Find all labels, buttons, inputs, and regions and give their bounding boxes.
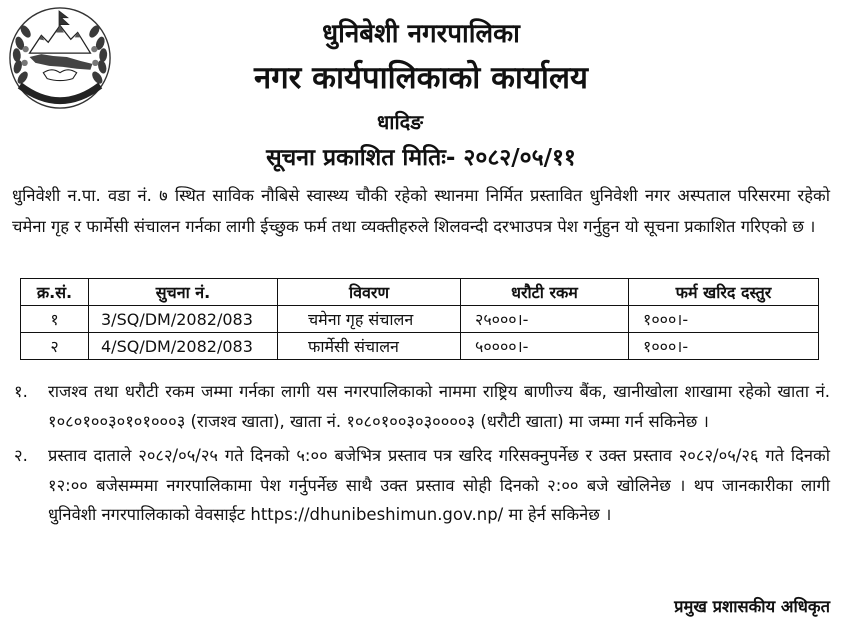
cell-form-fee: १०००।-	[629, 306, 819, 333]
cell-notice-no: 4/SQ/DM/2082/083	[89, 333, 278, 360]
notice-date-label: सूचना प्रकाशित मितिः-	[266, 145, 456, 171]
notice-date-value: २०८२/०५/११	[463, 145, 576, 171]
col-header-description: विवरण	[278, 279, 461, 306]
col-header-notice-no: सुचना नं.	[89, 279, 278, 306]
notice-date-line	[0, 140, 842, 172]
clause-list	[14, 377, 830, 535]
cell-deposit: ५००००।-	[461, 333, 629, 360]
cell-notice-no: 3/SQ/DM/2082/083	[89, 306, 278, 333]
clause-text: प्रस्ताव दाताले २०८२/०५/२५ गते दिनको ५:०० बजेभित्र प्रस्ताव पत्र खरिद गरिसक्नुपर्नेछ र उक्त प्रस्ताव २०८२/०५/२६ गते दिनको १२:०० बजेसम्ममा नगरपालिकामा पेश गर्नुपर्नेछ साथै उक्त प्रस्ताव सोही दिनको २:०० बजे खोलिनेछ । थप जानकारीका लागी धुनिवेशी नगरपालिकाको वेवसाईट https://dhunibeshimun.gov.np/ मा हेर्न सकिनेछ ।	[48, 446, 830, 524]
clause-number: १.	[14, 382, 28, 401]
cell-serial: २	[21, 333, 89, 360]
col-header-form-fee: फर्म खरिद दस्तुर	[629, 279, 819, 306]
office-name: नगर कार्यपालिकाको कार्यालय	[254, 60, 588, 96]
cell-form-fee: १०००।-	[629, 333, 819, 360]
clause-text: राजश्व तथा धरौटी रकम जम्मा गर्नका लागी यस नगरपालिकाको नाममा राष्ट्रिय बाणीज्य बैंक, खानीखोला शाखामा रहेको खाता नं. १०८०१००३०१०१०००३ (राजश्व खाता), खाता नं. १०८०१००३०३००००३ (धरौटी खाता) मा जम्मा गर्न सकिनेछ ।	[48, 382, 830, 431]
cell-serial: १	[21, 306, 89, 333]
cell-description: फार्मेसी संचालन	[278, 333, 461, 360]
intro-paragraph: धुनिवेशी न.पा. वडा नं. ७ स्थित साविक नौबिसे स्वास्थ्य चौकी रहेको स्थानमा निर्मित प्रस्तावित धुनिवेशी नगर अस्पताल परिसरमा रहेको चमेना गृह र फार्मेसी संचालन गर्नका लागी ईच्छुक फर्म तथा व्यक्तीहरुले शिलवन्दी दरभाउपत्र पेश गर्नुहुन यो सूचना प्रकाशित गरिएको छ ।	[12, 186, 830, 236]
notice-table	[20, 278, 819, 360]
clause-item	[14, 441, 830, 530]
table-row	[21, 333, 819, 360]
clause-item	[14, 377, 830, 436]
municipality-name: धुनिबेशी नगरपालिका	[322, 19, 520, 49]
table-header-row	[21, 279, 819, 306]
cell-description: चमेना गृह संचालन	[278, 306, 461, 333]
col-header-serial: क्र.सं.	[21, 279, 89, 306]
table-row	[21, 306, 819, 333]
cell-deposit: २५०००।-	[461, 306, 629, 333]
clause-number: २.	[14, 446, 28, 465]
district-name: धादिङ	[376, 110, 424, 134]
signatory-title: प्रमुख प्रशासकीय अधिकृत	[674, 597, 830, 616]
col-header-deposit: धरौटी रकम	[461, 279, 629, 306]
